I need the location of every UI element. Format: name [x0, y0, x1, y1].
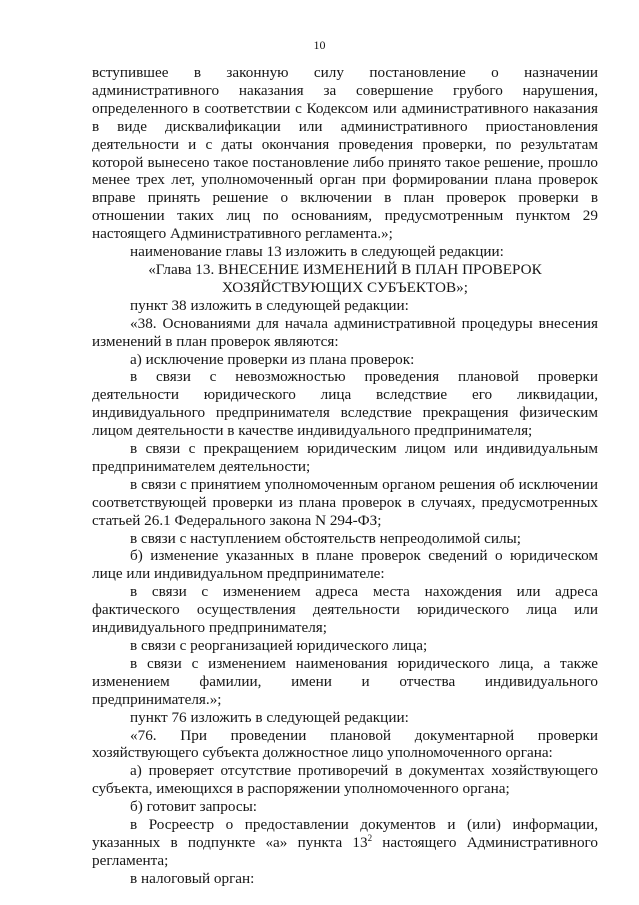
paragraph-point-38-intro: пункт 38 изложить в следующей редакции: [130, 296, 409, 314]
page-number: 10 [313, 38, 326, 52]
rosreestr-text-end: настоящего Административного регламента; [92, 833, 598, 869]
document-body [92, 64, 598, 888]
paragraph-continuation: вступившее в законную силу постановление о назначении административного наказания за совершение грубого нарушения, определенного в соответствии с Кодексом или административного наказания в виде дисквалификации или административного приостановления деятельности и с даты окончания проведения проверки, по результатам которой вынесено такое постановление либо принято такое решение, прошло менее трех лет, уполномоченный орган при формировании плана проверок вправе принять решение о включении в план проверок проверки в отношении таких лиц по основаниям, предусмотренным пунктом 29 настоящего Административного регламента.»; [92, 64, 598, 243]
superscript-2: 2 [367, 832, 373, 843]
paragraph-liquidation: в связи с невозможностью проведения плановой проверки деятельности юридического лица вследствие его ликвидации, индивидуального предпринимателя вследствие прекращения физическим лицом деятельности в качестве индивидуального предпринимателя; [92, 368, 598, 440]
paragraph-item-76a: а) проверяет отсутствие противоречий в документах хозяйствующего субъекта, имеющихся в распоряжении уполномоченного органа; [92, 762, 598, 798]
paragraph-tax-authority: в налоговый орган: [130, 869, 255, 887]
paragraph-point-76: «76. При проведении плановой документарной проверки хозяйствующего субъекта должностное лицо уполномоченного органа: [92, 726, 598, 762]
paragraph-item-a: а) исключение проверки из плана проверок: [130, 350, 415, 368]
paragraph-termination: в связи с прекращением юридическим лицом или индивидуальным предпринимателем деятельности; [92, 440, 598, 475]
paragraph-item-76b: б) готовит запросы: [130, 798, 257, 816]
paragraph-point-38: «38. Основаниями для начала административной процедуры внесения изменений в план проверок являются: [92, 314, 598, 350]
paragraph-rosreestr [92, 816, 598, 870]
paragraph-chapter-13-rename: наименование главы 13 изложить в следующей редакции: [130, 243, 504, 261]
paragraph-address-change: в связи с изменением адреса места нахождения или адреса фактического осуществления деятельности юридического лица или индивидуального предпринимателя; [92, 583, 598, 637]
paragraph-force-majeure: в связи с наступлением обстоятельств непреодолимой силы; [130, 529, 521, 547]
rosreestr-text: в Росреестр о предоставлении документов и (или) информации, указанных в подпункте «а» пункта 13 [92, 816, 598, 851]
paragraph-reorganization: в связи с реорганизацией юридического лица; [130, 637, 428, 654]
paragraph-exclusion-decision: в связи с принятием уполномоченным органом решения об исключении соответствующей проверки из плана проверок в случаях, предусмотренных статьей 26.1 Федерального закона N 294-ФЗ; [92, 475, 598, 529]
paragraph-point-76-intro: пункт 76 изложить в следующей редакции: [130, 708, 409, 726]
chapter-13-heading: «Глава 13. ВНЕСЕНИЕ ИЗМЕНЕНИЙ В ПЛАН ПРОВЕРОК ХОЗЯЙСТВУЮЩИХ СУБЪЕКТОВ»; [148, 260, 542, 296]
paragraph-item-b: б) изменение указанных в плане проверок сведений о юридическом лице или индивидуальном предпринимателе: [92, 547, 598, 583]
paragraph-name-change: в связи с изменением наименования юридического лица, а также изменением фамилии, имени и отчества индивидуального предпринимателя.»; [92, 654, 598, 708]
